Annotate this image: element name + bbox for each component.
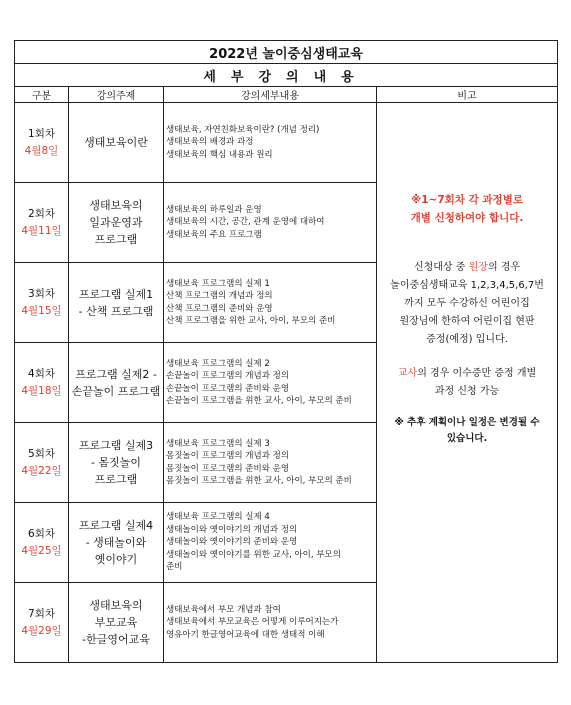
notice-text: 의 경우 — [487, 262, 521, 273]
topic-line: 프로그램 실제3 — [78, 439, 154, 452]
session-date: 4월15일 — [21, 304, 62, 317]
notice-line: 놀이중심생태교육 1,2,3,4,5,6,7번 — [390, 280, 544, 291]
detail-line: 산책 프로그램의 개념과 정의 — [166, 291, 273, 301]
detail-line: 생태보육의 배경과 과정 — [166, 137, 254, 148]
topic-line: - 몸짓놀이 — [91, 456, 141, 469]
topic-line: 부모교육 — [94, 616, 138, 629]
session-number: 4회차 — [28, 367, 55, 380]
detail-line: 생태보육에서 부모교육은 어떻게 이루어지는가 — [166, 617, 339, 628]
topic-line: -한글영어교육 — [82, 633, 150, 646]
topic-line: 손끝놀이 프로그램 — [71, 384, 161, 398]
detail-line: 생태놀이와 옛이야기의 개념과 정의 — [166, 524, 298, 535]
session-details — [164, 503, 377, 583]
detail-line: 생태보육 프로그램의 실제 4 — [166, 512, 270, 523]
session-topic — [69, 263, 164, 343]
session-number: 1회차 — [28, 127, 55, 140]
header-num: 구분 — [15, 87, 69, 103]
session-number-cell — [15, 503, 69, 583]
detail-line: 생태보육, 자연친화보육이란? (개념 정리) — [166, 124, 320, 135]
session-topic — [69, 583, 164, 663]
session-topic — [69, 183, 164, 263]
detail-line: 생태보육에서 부모 개념과 참여 — [166, 604, 281, 615]
detail-line: 준비 — [166, 562, 183, 573]
notice-line: ※1~7회차 각 과정별로 — [411, 194, 523, 206]
teacher-notice — [381, 365, 553, 401]
header-topic: 강의주제 — [69, 87, 164, 103]
notice-line: 원장님에 한하여 어린이집 현판 — [399, 316, 535, 327]
session-topic — [69, 423, 164, 503]
session-number: 7회차 — [28, 607, 55, 620]
topic-line: 생태보육의 — [89, 599, 143, 612]
detail-line: 산책 프로그램을 위한 교사, 아이, 부모의 준비 — [166, 316, 336, 326]
session-number-cell — [15, 343, 69, 423]
detail-line: 생태보육의 하루일과 운영 — [166, 204, 262, 215]
detail-line: 손끝놀이 프로그램의 개념과 정의 — [166, 371, 290, 381]
schedule-change-notice — [381, 415, 553, 447]
detail-line: 몸짓놀이 프로그램의 준비와 운영 — [166, 463, 290, 474]
topic-line: 프로그램 — [94, 473, 138, 486]
notice-line: ※ 추후 계획이나 일정은 변경될 수 — [394, 417, 540, 428]
detail-line: 생태보육의 주요 프로그램 — [166, 229, 262, 240]
topic-line: 일과운영과 — [89, 216, 143, 229]
teacher-highlight: 교사 — [397, 368, 418, 379]
notice-text: 의 경우 이수증만 증정 개별 — [417, 368, 537, 379]
course-schedule-table — [14, 40, 558, 663]
session-details — [164, 343, 377, 423]
session-row — [15, 103, 558, 183]
notice-line — [381, 259, 553, 277]
session-date: 4월25일 — [21, 544, 62, 557]
session-details — [164, 183, 377, 263]
session-details — [164, 583, 377, 663]
session-number-cell — [15, 583, 69, 663]
detail-line: 생태보육 프로그램의 실제 2 — [166, 358, 270, 369]
topic-line: 프로그램 실제4 — [78, 519, 154, 532]
detail-line: 생태보육의 시간, 공간, 관계 운영에 대하여 — [166, 217, 325, 228]
session-topic — [69, 103, 164, 183]
notice-line: 개별 신청하여야 합니다. — [410, 212, 524, 224]
notice-line: 증정(예정) 입니다. — [426, 334, 508, 345]
session-number: 3회차 — [28, 287, 55, 300]
session-details — [164, 423, 377, 503]
topic-line: 프로그램 실제2 - — [75, 367, 157, 381]
session-number-cell — [15, 183, 69, 263]
notice-line — [381, 365, 553, 383]
remarks-cell — [377, 103, 558, 663]
detail-line: 생태보육 프로그램의 실제 1 — [166, 278, 270, 289]
header-note: 비고 — [377, 87, 558, 103]
topic-line: 생태보육이란 — [84, 136, 148, 149]
director-highlight: 원장 — [468, 262, 488, 273]
session-number-cell — [15, 263, 69, 343]
detail-line: 몸짓놀이 프로그램을 위한 교사, 아이, 부모의 준비 — [166, 476, 352, 486]
topic-line: 프로그램 실제1 — [78, 287, 154, 301]
detail-line: 생태놀이와 옛이야기의 준비와 운영 — [166, 537, 298, 548]
detail-line: 생태보육의 핵심 내용과 원리 — [166, 149, 273, 160]
notice-line: 있습니다. — [446, 433, 488, 444]
session-date: 4월29일 — [21, 624, 62, 637]
session-number-cell — [15, 103, 69, 183]
topic-line: - 산책 프로그램 — [78, 304, 154, 318]
session-date: 4월22일 — [21, 464, 62, 477]
session-topic — [69, 503, 164, 583]
director-notice — [381, 259, 553, 349]
detail-line: 산책 프로그램의 준비와 운영 — [166, 303, 273, 314]
detail-line: 영유아기 한글영어교육에 대한 생태적 이해 — [166, 629, 325, 640]
registration-notice — [381, 191, 553, 227]
session-topic — [69, 343, 164, 423]
document-subtitle: 세부강의내용 — [15, 64, 558, 87]
topic-line: - 생태놀이와 — [85, 536, 147, 549]
header-detail: 강의세부내용 — [164, 87, 377, 103]
session-number: 6회차 — [28, 527, 55, 540]
detail-line: 생태보육 프로그램의 실제 3 — [166, 438, 270, 449]
detail-line: 손끝놀이 프로그램의 준비와 운영 — [166, 383, 290, 394]
topic-line: 생태보육의 — [89, 199, 143, 212]
detail-line: 손끝놀이 프로그램을 위한 교사, 아이, 부모의 준비 — [166, 396, 352, 406]
notice-text: 신청대상 중 — [413, 262, 469, 273]
detail-line: 생태놀이와 옛이야기를 위한 교사, 아이, 부모의 — [166, 549, 341, 560]
session-details — [164, 103, 377, 183]
session-date: 4월11일 — [21, 224, 62, 237]
notice-line: 과정 신청 가능 — [434, 386, 500, 397]
document-title: 2022년 놀이중심생태교육 — [15, 41, 558, 64]
notice-line: 까지 모두 수강하신 어린이집 — [404, 298, 530, 309]
session-details — [164, 263, 377, 343]
topic-line: 프로그램 — [94, 233, 138, 246]
session-number: 2회차 — [28, 207, 55, 220]
topic-line: 옛이야기 — [94, 553, 138, 566]
session-date: 4월8일 — [24, 144, 59, 157]
session-number: 5회차 — [28, 447, 55, 460]
session-date: 4월18일 — [21, 384, 62, 397]
session-number-cell — [15, 423, 69, 503]
detail-line: 몸짓놀이 프로그램의 개념과 정의 — [166, 451, 290, 461]
